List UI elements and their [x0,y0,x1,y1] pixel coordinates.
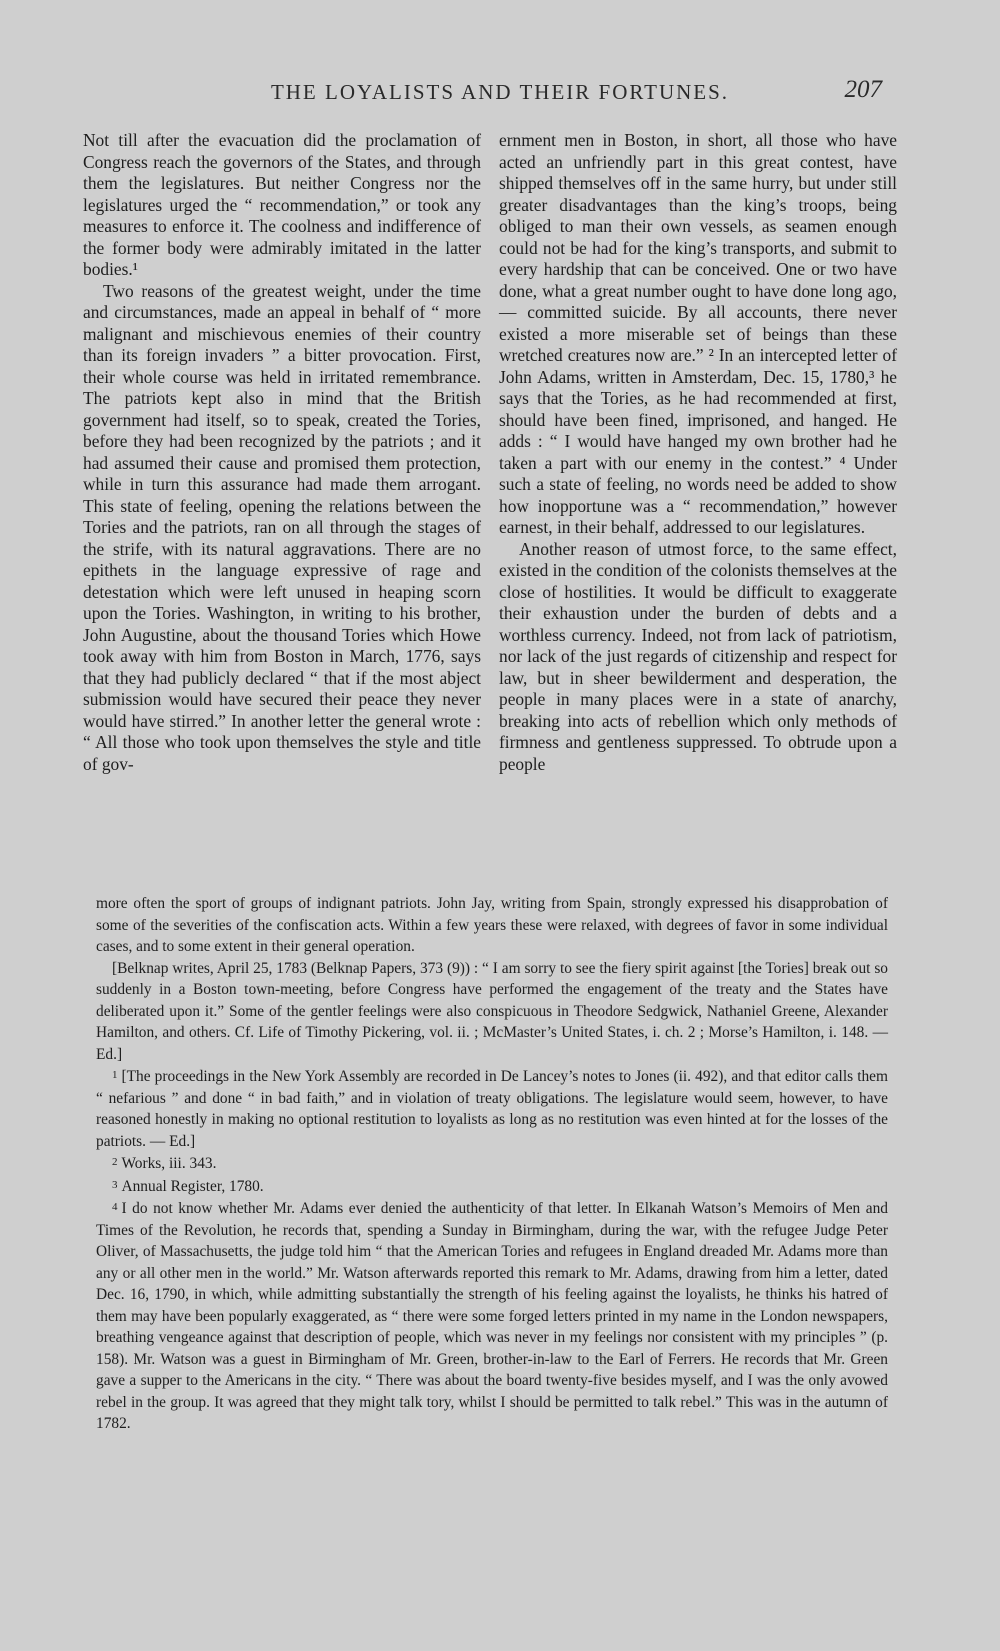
footnote-2-text: Works, iii. 343. [121,1155,217,1172]
footnote-2-number: 2 [112,1156,118,1168]
footnote-3-text: Annual Register, 1780. [121,1177,264,1195]
right-paragraph-1: ernment men in Boston, in short, all those who have acted an unfriendly part in this great contest, have shipped themselves off in the same hurry, but under still greater disadvantages than the king’s troops, being obliged to man their own vessels, as seamen enough could not be had for the king’s transports, and submit to every hardship that can be conceived. One or two have done, what a great number ought to have done long ago, — committed suicide. By all accounts, there never existed a more miserable set of beings than these wretched creatures now are.” ² In an intercepted letter of John Adams, written in Amsterdam, Dec. 15, 1780,³ he says that the Tories, as he had recommended at first, should have been fined, imprisoned, and hanged. He adds : “ I would have hanged my own brother had he taken a part with our enemy in the contest.” ⁴ Under such a state of feeling, no words need be added to show how inopportune was a “ recommendation,” however earnest, in their behalf, addressed to our legislatures. [499,130,897,537]
footnotes [96,893,888,1435]
footnote-3 [96,1175,888,1198]
footnote-1 [96,1065,888,1152]
footnote-4 [96,1197,888,1435]
footnote-continuation: more often the sport of groups of indignant patriots. John Jay, writing from Spain, strongly expressed his disapprobation of some of the severities of the confiscation acts. Within a few years these were relaxed, with degrees of favor in some individual cases, and to some extent in their general operation. [96,895,888,955]
left-paragraph-1: Not till after the evacuation did the proclamation of Congress reach the governors of the States, and through them the legislatures. But neither Congress nor the legislatures urged the “ recommendation,” or took any measures to enforce it. The coolness and indifference of the former body were admirably imitated in the latter bodies.¹ [83,130,481,279]
footnote-4-text: I do not know whether Mr. Adams ever denied the authenticity of that letter. In Elkanah Watson’s Memoirs of Men and Times of the Revolution, he records that, spending a Sunday in Birmingham, during the war, with the refugee Judge Peter Oliver, of Massachusetts, the judge told him “ that the American Tories and refugees in England dreaded Mr. Adams more than any or all other men in the world.” Mr. Watson afterwards reported this remark to Mr. Adams, drawing from him a letter, dated Dec. 16, 1790, in which, while admitting substantially the strength of his feeling against the loyalists, he thinks his hatred of them may have been popularly exaggerated, as “ there were some forged letters printed in my name in the London newspapers, breathing vengeance against that description of people, which was never in my feelings nor consistent with my principles ” (p. 158). Mr. Watson was a guest in Birmingham of Mr. Green, brother-in-law to the Earl of Ferrers. He records that Mr. Green gave a supper to the Americans in the city. “ There was about the board twenty-five besides myself, and I was the only avowed rebel in the group. It was agreed that they might talk tory, whilst I should be permitted to talk rebel.” This was in the autumn of 1782. [96,1200,888,1432]
running-header: THE LOYALISTS AND THEIR FORTUNES. [270,80,730,104]
left-paragraph-2: Two reasons of the greatest weight, under the time and circumstances, made an appeal in behalf of “ more malignant and mischievous enemies of their country than its foreign invaders ” a bitter provocation. First, their whole course was held in irritated remembrance. The patriots kept also in mind that the British government had itself, so to speak, created the Tories, before they had been recognized by the patriots ; and it had assumed their cause and promised them protection, while in turn this assurance had made them arrogant. This state of feeling, opening the relations between the Tories and the patriots, ran on all through the stages of the strife, with its natural aggravations. There are no epithets in the language expressive of rage and detestation which were left unused in heaping scorn upon the Tories. Washington, in writing to his brother, John Augustine, about the thousand Tories which Howe took away with him from Boston in March, 1776, says that they had publicly declared “ that if the most abject submission would have secured their peace they never would have stirred.” In another letter the general wrote : “ All those who took upon themselves the style and title of gov- [83,280,481,774]
left-column [83,130,481,775]
right-paragraph-2: Another reason of utmost force, to the same effect, existed in the condition of the colonists themselves at the close of hostilities. It would be difficult to exaggerate their exhaustion under the burden of debts and a worthless currency. Indeed, not from lack of patriotism, nor lack of the just regards of citizenship and respect for law, but in sheer bewilderment and desperation, the people in many places were in a state of anarchy, breaking into acts of rebellion which only methods of firmness and gentleness suppressed. To obtrude upon a people [499,538,897,774]
footnote-4-number: 4 [112,1201,118,1213]
footnote-belknap: [Belknap writes, April 25, 1783 (Belknap Papers, 373 (9)) : “ I am sorry to see the fiery spirit against [the Tories] break out so suddenly in a Boston town-meeting, before Congress have performed the engagement of the treaty and the States have deliberated upon it.” Some of the gentler feelings were also conspicuous in Theodore Sedgwick, Nathaniel Greene, Alexander Hamilton, and others. Cf. Life of Timothy Pickering, vol. ii. ; McMaster’s United States, i. ch. 2 ; Morse’s Hamilton, i. 148. — Ed.] [96,959,888,1063]
right-column [499,130,897,775]
footnote-3-number: 3 [112,1178,118,1191]
footnote-1-text: [The proceedings in the New York Assembly are recorded in De Lancey’s notes to Jones (ii. 492), and that editor calls them “ nefarious ” and done “ in bad faith,” and in violation of treaty obligations. The legislature would seem, however, to have reasoned honestly in making no optional restitution to loyalists as long as no restitution was even hinted at for the losses of the patriots. — Ed.] [96,1068,888,1150]
footnote-1-number: 1 [112,1069,118,1081]
footnote-2 [96,1152,888,1175]
page-number: 207 [844,76,882,103]
